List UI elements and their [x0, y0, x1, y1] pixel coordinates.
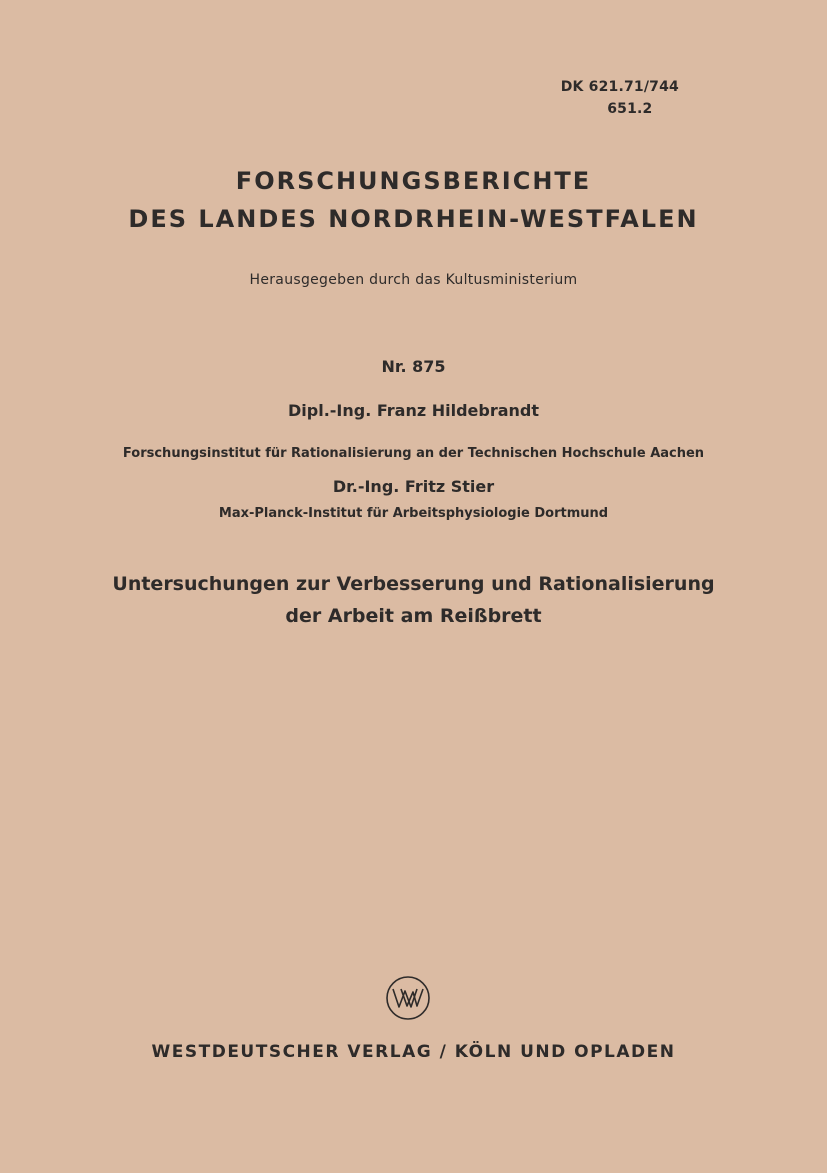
westdeutscher-verlag-ww-logo-icon [385, 975, 431, 1021]
author-institute-2: Max-Planck-Institut für Arbeitsphysiologie Dortmund [218, 506, 609, 521]
report-title-line-2: der Arbeit am Reißbrett [285, 605, 542, 627]
report-title-line-1: Untersuchungen zur Verbesserung und Rationalisierung [112, 573, 715, 595]
report-title [0, 568, 827, 632]
report-number: Nr. 875 [381, 357, 446, 376]
classification-line-2: 651.2 [607, 101, 653, 117]
series-title-line-1: FORSCHUNGSBERICHTE [235, 167, 592, 195]
classification-line-1: DK 621.71/744 [560, 79, 679, 95]
publisher-note: Herausgegeben durch das Kultusministerium [249, 272, 578, 288]
series-title [0, 162, 827, 238]
publisher-imprint: WESTDEUTSCHER VERLAG / KÖLN UND OPLADEN [151, 1042, 676, 1062]
classification-code [561, 76, 679, 120]
author-name-1: Dipl.-Ing. Franz Hildebrandt [287, 401, 540, 420]
author-institute-1: Forschungsinstitut für Rationalisierung an der Technischen Hochschule Aachen [122, 446, 705, 461]
author-name-2: Dr.-Ing. Fritz Stier [332, 477, 495, 496]
series-title-line-2: DES LANDES NORDRHEIN-WESTFALEN [128, 205, 699, 233]
